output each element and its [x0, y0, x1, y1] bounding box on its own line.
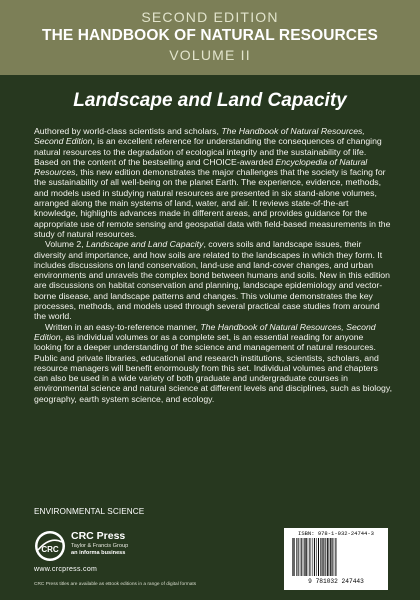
publisher-website[interactable]: www.crcpress.com [34, 566, 98, 573]
barcode-bars [292, 538, 380, 576]
publisher-logo [34, 526, 154, 566]
barcode-bar [327, 538, 328, 576]
barcode-bar [306, 538, 307, 576]
barcode-bar [298, 538, 299, 576]
text-run: , covers soils and landscape issues, their diversity and importance, and how soils are related to the landscapes in which they form. It includes discussions on land conservation, land-use and land-cover changes, and urban environments and unravels the complex bond between humans and soils. New in this edition are discussions on habitat conservation and planning, landscape epidemiology and vector-borne disease, and landscape patterns and changes. This volume demonstrates the key processes, methods, and models used through several practical case studies from around the world. [34, 239, 390, 322]
series-title: THE HANDBOOK OF NATURAL RESOURCES [42, 27, 378, 44]
barcode-bar [335, 538, 336, 576]
text-run: The Handbook of Natural Resources, Second Edition [34, 126, 365, 147]
barcode-bar [332, 538, 333, 576]
barcode-bar [294, 538, 295, 576]
barcode-bar [301, 538, 302, 576]
barcode-bar [322, 538, 323, 576]
edition-label: SECOND EDITION [141, 9, 279, 25]
text-run: Authored by world-class scientists and scholars, [34, 126, 222, 136]
publisher-parent: an informa business [71, 550, 126, 556]
barcode-digits: 9 781032 247443 [308, 578, 364, 585]
description [34, 126, 392, 404]
volume-label: VOLUME II [169, 47, 251, 63]
ebook-note: CRC Press titles are available as eBook editions in a range of digital formats [34, 582, 197, 587]
barcode-bar [323, 538, 324, 576]
text-run: , is an excellent reference for understanding the consequences of changing natural resources to the degradation of ecological integrity and the sustainability of life. Based on the content of the bestselling and CHOICE-awarded [34, 136, 382, 167]
barcode-bar [310, 538, 311, 576]
text-run: Encyclopedia of Natural Resources [34, 156, 368, 178]
barcode-bar [309, 538, 310, 576]
barcode-bar [318, 538, 319, 576]
isbn-barcode [284, 528, 388, 590]
barcode-bar [296, 538, 297, 576]
barcode-bar [299, 538, 300, 576]
header-band [0, 0, 420, 75]
text-run: , as individual volumes or as a complete set, is an essential reading for anyone looking for a deeper understanding of the science and management of natural resources. Public and private libraries, educational and research institutions, scientists, scholars, and resource managers will benefit enormously from this set. Individual volumes and chapters can also be used in a wide variety of both graduate and undergraduate courses in environmental science and natural science at different levels and disciplines, such as biology, geography, earth system science, and ecology. [34, 331, 393, 404]
publisher-group: Taylor & Francis Group [71, 543, 129, 549]
publisher-name: CRC Press [71, 530, 126, 542]
barcode-bar [292, 538, 293, 576]
barcode-bar [303, 538, 304, 576]
isbn-label: ISBN: 978-1-032-24744-3 [298, 530, 374, 537]
description-paragraph-1 [34, 126, 392, 239]
barcode-bar [320, 538, 321, 576]
description-paragraph-3 [34, 322, 392, 404]
book-title: Landscape and Land Capacity [73, 90, 347, 111]
barcode-bar [312, 538, 313, 576]
text-run: , this new edition demonstrates the major challenges that the society is facing for the sustainability of all well-being on the planet Earth. The experience, evidence, methods, and models used in studying natural resources are presented in six stand-alone volumes, arranged along the main systems of land, water, and air. It reviews state-of-the-art knowledge, highlights advances made in different areas, and provides guidance for the appropriate use of remote sensing and geospatial data with field-based measurements in the study of natural resources. [34, 167, 391, 239]
barcode-bar [314, 538, 315, 576]
barcode-bar [293, 538, 294, 576]
barcode-bar [336, 538, 337, 576]
barcode-bar [326, 538, 327, 576]
text-run: Volume 2, [45, 239, 87, 250]
description-paragraph-2 [34, 239, 392, 321]
barcode-bar [330, 538, 331, 576]
text-run: Written in an easy-to-reference manner, [45, 321, 201, 332]
barcode-bar [325, 538, 326, 576]
text-run: The Handbook of Natural Resources, Second Edition [34, 321, 376, 342]
logo-mark-text: CRC [41, 545, 59, 554]
barcode-bar [333, 538, 334, 576]
text-run: Landscape and Land Capacity [86, 239, 204, 250]
barcode-bar [304, 538, 305, 576]
barcode-bar [305, 538, 306, 576]
barcode-bar [316, 538, 317, 576]
subject-category: ENVIRONMENTAL SCIENCE [34, 507, 145, 516]
barcode-bar [329, 538, 330, 576]
crc-press-logo-icon [34, 530, 66, 562]
